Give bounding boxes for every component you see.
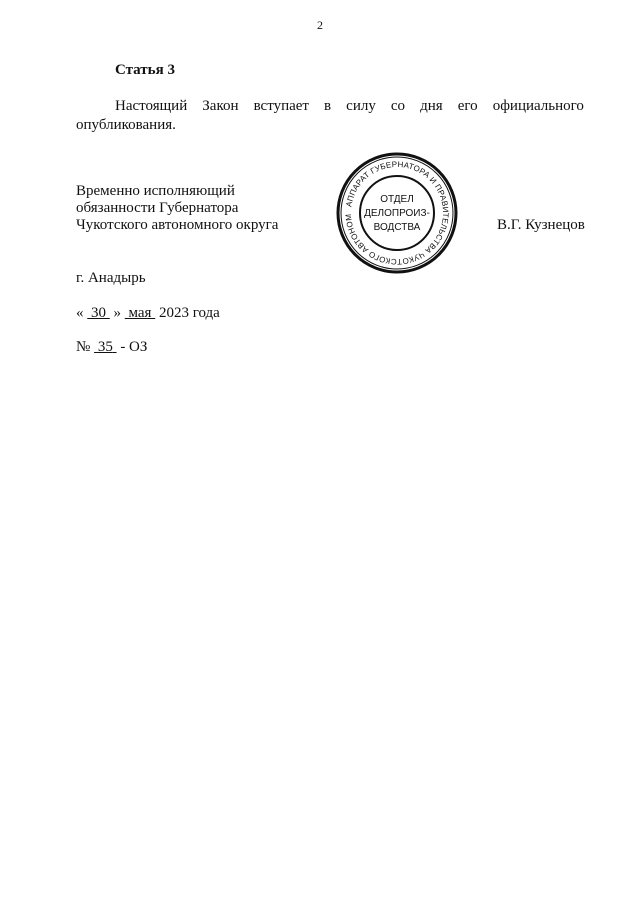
stamp-center-line: ОТДЕЛ <box>380 194 414 205</box>
word: вступает <box>253 98 309 114</box>
article-title: Статья 3 <box>115 62 175 78</box>
signatory-name: В.Г. Кузнецов <box>497 217 585 233</box>
law-number <box>76 339 147 356</box>
date-close-quote: » <box>113 305 121 321</box>
word: силу <box>346 98 376 114</box>
signatory-position <box>76 183 278 234</box>
word: его <box>457 98 478 114</box>
signing-date <box>76 305 220 322</box>
position-line: Чукотского автономного округа <box>76 217 279 233</box>
date-year: 2023 года <box>158 305 220 321</box>
word: Закон <box>202 98 239 114</box>
stamp-center-line: ВОДСТВА <box>373 222 421 233</box>
word: официального <box>492 98 584 114</box>
paragraph-line-1 <box>76 97 584 116</box>
official-stamp <box>332 148 462 283</box>
word: дня <box>420 98 443 114</box>
word: со <box>390 98 406 114</box>
position-line: обязанности Губернатора <box>76 200 239 216</box>
stamp-seal-icon <box>332 148 462 278</box>
date-month: мая <box>128 305 152 321</box>
number-sign: № <box>76 339 91 355</box>
city: г. Анадырь <box>76 270 146 286</box>
stamp-center-line: ДЕЛОПРОИЗ- <box>364 208 430 219</box>
law-number-value: 35 <box>97 339 113 355</box>
date-open-quote: « <box>76 305 84 321</box>
stamp-ring-text: АППАРАТ ГУБЕРНАТОРА И ПРАВИТЕЛЬСТВА ЧУКОТСКОГО АВТОНОМ <box>343 159 451 267</box>
page-number: 2 <box>317 18 323 32</box>
word: Настоящий <box>115 98 188 114</box>
article-paragraph <box>76 97 584 135</box>
word: в <box>324 98 332 114</box>
paragraph-line-2: опубликования. <box>76 117 176 133</box>
date-day: 30 <box>91 305 106 321</box>
position-line: Временно исполняющий <box>76 183 235 199</box>
law-number-suffix: - ОЗ <box>120 339 148 355</box>
